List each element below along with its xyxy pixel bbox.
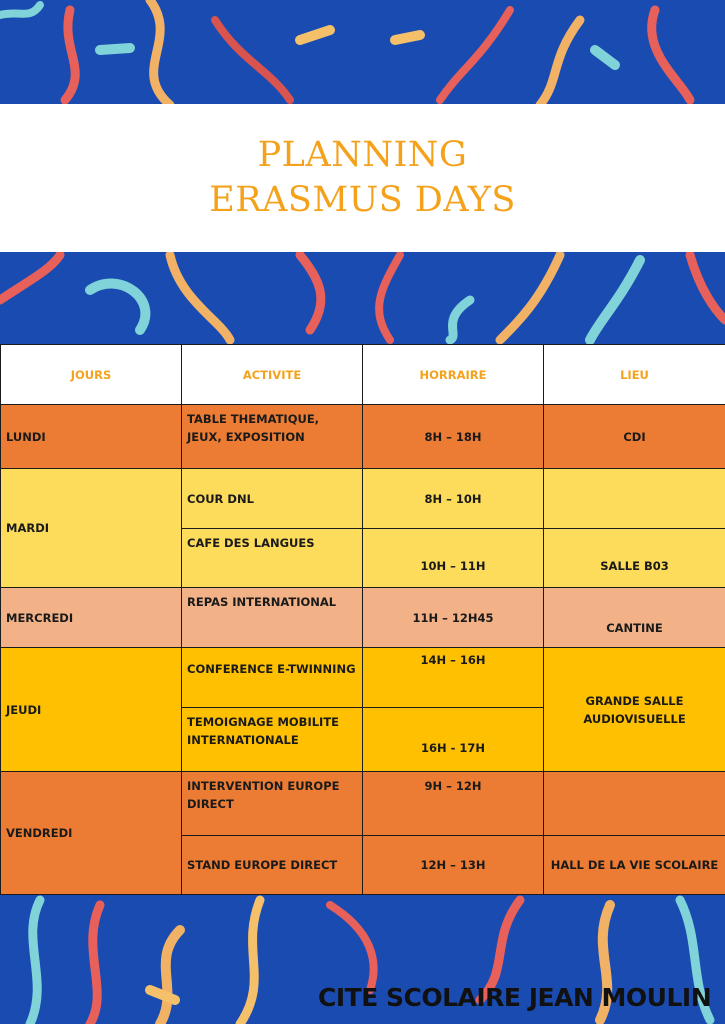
time-cell: 10H – 11H	[363, 529, 544, 588]
activity-cell: REPAS INTERNATIONAL	[182, 588, 363, 648]
header-lieu: LIEU	[544, 345, 725, 405]
day-cell: VENDREDI	[1, 772, 182, 895]
place-cell: GRANDE SALLE AUDIOVISUELLE	[544, 648, 725, 772]
time-cell: 8H – 10H	[363, 469, 544, 529]
day-cell: MERCREDI	[1, 588, 182, 648]
schedule-table	[0, 344, 725, 895]
table-row	[1, 648, 725, 708]
place-cell: CDI	[544, 405, 725, 469]
place-cell	[544, 469, 725, 529]
activity-cell: INTERVENTION EUROPE DIRECT	[182, 772, 363, 836]
title-banner	[0, 104, 725, 252]
activity-cell: TEMOIGNAGE MOBILITE INTERNATIONALE	[182, 708, 363, 772]
time-cell: 11H – 12H45	[363, 588, 544, 648]
table-row	[1, 405, 725, 469]
place-cell	[544, 772, 725, 836]
table-row	[1, 588, 725, 648]
time-cell: 8H – 18H	[363, 405, 544, 469]
day-cell: JEUDI	[1, 648, 182, 772]
activity-cell: COUR DNL	[182, 469, 363, 529]
day-cell: LUNDI	[1, 405, 182, 469]
day-cell: MARDI	[1, 469, 182, 588]
table-row	[1, 469, 725, 529]
activity-cell: STAND EUROPE DIRECT	[182, 836, 363, 895]
place-cell: CANTINE	[544, 588, 725, 648]
place-cell: HALL DE LA VIE SCOLAIRE	[544, 836, 725, 895]
school-name: CITE SCOLAIRE JEAN MOULIN	[318, 983, 712, 1012]
table-row	[1, 772, 725, 836]
time-cell: 16H - 17H	[363, 708, 544, 772]
title-line-2: ERASMUS DAYS	[209, 180, 516, 220]
header-jours: JOURS	[1, 345, 182, 405]
title-line-1: PLANNING	[257, 135, 468, 175]
place-cell: SALLE B03	[544, 529, 725, 588]
activity-cell: CAFE DES LANGUES	[182, 529, 363, 588]
time-cell: 14H – 16H	[363, 648, 544, 708]
time-cell: 12H – 13H	[363, 836, 544, 895]
activity-cell: TABLE THEMATIQUE, JEUX, EXPOSITION	[182, 405, 363, 469]
activity-cell: CONFERENCE E-TWINNING	[182, 648, 363, 708]
time-cell: 9H – 12H	[363, 772, 544, 836]
table-header-row	[1, 345, 725, 405]
header-activite: ACTIVITE	[182, 345, 363, 405]
header-horraire: HORRAIRE	[363, 345, 544, 405]
